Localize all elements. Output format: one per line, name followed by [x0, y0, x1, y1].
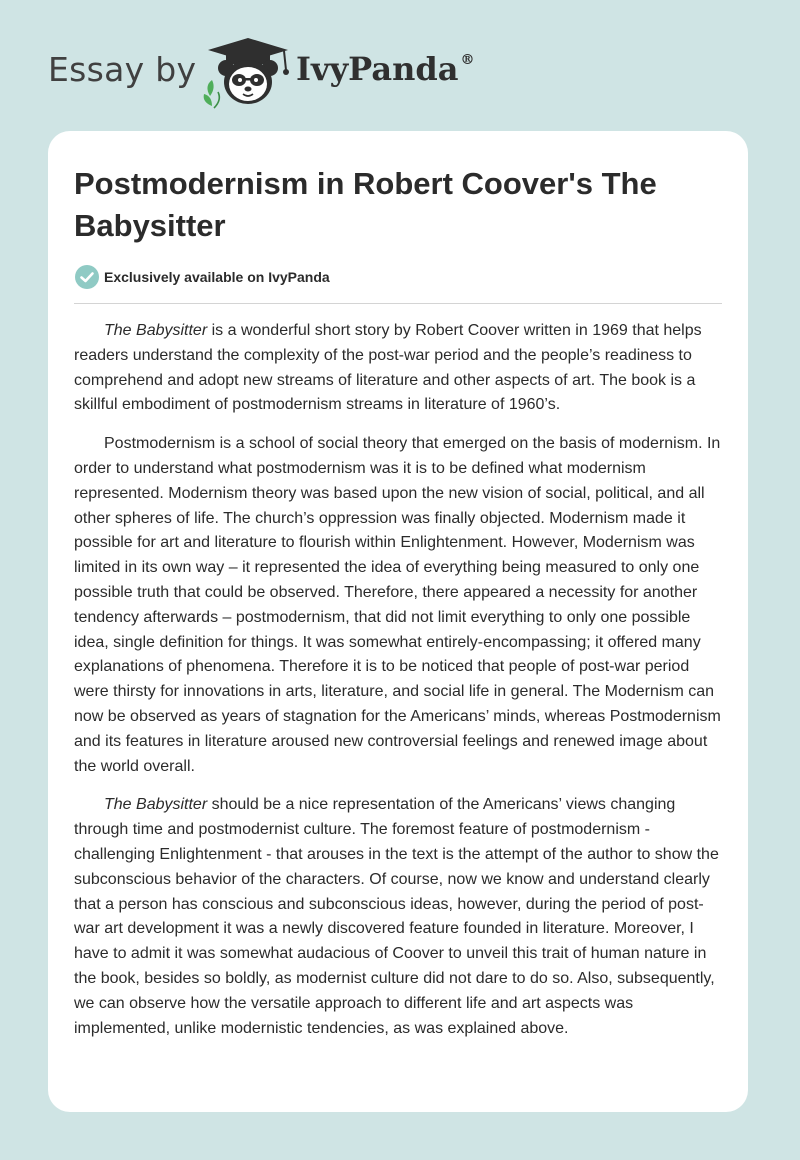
registered-mark: ® [460, 52, 475, 68]
paragraph-2 [74, 432, 726, 779]
site-header [0, 0, 800, 130]
book-title-italic: The Babysitter [104, 796, 208, 814]
paragraph-3 [74, 793, 726, 1041]
brand-name [296, 50, 474, 88]
book-title-italic: The Babysitter [104, 322, 208, 339]
paragraph-1 [74, 319, 726, 418]
check-circle-icon [74, 264, 100, 290]
paragraph-text: is a wonderful short story by Robert Coover written in 1969 that helps readers understand the complexity of the post-war period and the people’s readiness to comprehend and adopt new streams of literature and other aspects of art. The book is a skillful embodiment of postmodernism streams in literature of 1960’s. [74, 322, 702, 414]
essay-by-label: Essay by [48, 50, 197, 89]
exclusive-label: Exclusively available on IvyPanda [104, 269, 330, 285]
paragraph-text: Postmodernism is a school of social theory that emerged on the basis of modernism. In order to understand what postmodernism was it is to be defined what modernism represented. Modernism theory was based upon the new vision of social, political, and all other spheres of life. The church’s oppression was finally objected. Modernism made it possible for art and literature to flourish within Enlightenment. However, Modernism was limited in its own way – it represented the idea of everything being measured to only one possible truth that could be observed. Therefore, there appeared a necessity for another tendency afterwards – postmodernism, that did not limit everything to only one possible idea, single definition for things. It was somewhat entirely-encompassing; it offered many explanations of phenomena. Therefore it is to be noticed that people of post-war period were thirsty for innovations in arts, literature, and social life in general. The Modernism can now be observed as years of stagnation for the Americans’ minds, whereas Postmodernism and its features in literature aroused new controversial feelings and renewed image about the world overall. [74, 435, 721, 775]
essay-card [48, 131, 748, 1112]
divider [74, 303, 722, 304]
page-title: Postmodernism in Robert Coover's The Babysitter [74, 166, 657, 243]
paragraph-text: should be a nice representation of the Americans’ views changing through time and postmodernist culture. The foremost feature of postmodernism - challenging Enlightenment - that arouses in the text is the attempt of the author to show the subconscious behavior of the characters. Of course, now we know and understand clearly that a person has conscious and subconscious ideas, however, during the period of post-war art development it was a newly discovered feature founded in literature. Moreover, I have to admit it was somewhat audacious of Coover to unveil this trait of human nature in the book, besides so boldly, as modernist culture did not dare to do so. Also, subsequently, we can observe how the versatile approach to different life and art aspects was implemented, unlike modernistic tendencies, as was explained above. [74, 796, 719, 1037]
exclusive-badge [74, 264, 330, 290]
essay-body [74, 319, 726, 1055]
panda-graduate-icon [200, 36, 296, 110]
brand-text: IvyPanda [296, 50, 459, 88]
